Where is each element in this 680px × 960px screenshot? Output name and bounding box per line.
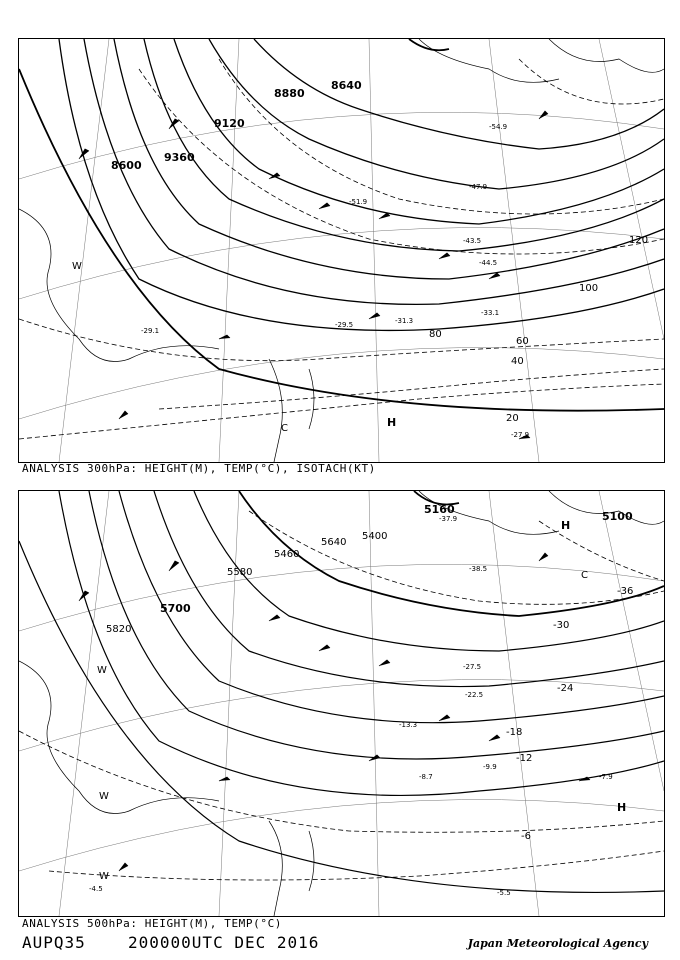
temp-label: -54.9	[489, 123, 508, 131]
agency-name: Japan Meteorological Agency	[467, 937, 648, 950]
high-pressure-marker: H	[617, 801, 627, 814]
isotherm-label: -30	[553, 620, 570, 631]
isotach-label: 20	[506, 413, 519, 424]
warm-marker: W	[97, 665, 107, 676]
temp-label: -38.5	[469, 565, 488, 573]
temp-label: -13.3	[399, 721, 418, 729]
height-label: 9120	[214, 117, 245, 130]
height-label: 5700	[160, 602, 191, 615]
warm-marker: W	[72, 261, 82, 272]
high-pressure-marker: H	[561, 519, 571, 532]
height-label: 9360	[164, 151, 195, 164]
temp-label: -29.1	[141, 327, 160, 335]
temp-label: -9.9	[483, 763, 497, 771]
isotach-label: 60	[516, 336, 529, 347]
cold-marker: C	[281, 423, 288, 434]
map-panel-300hpa	[18, 38, 665, 463]
temp-label: -44.5	[479, 259, 498, 267]
high-pressure-marker: H	[387, 416, 397, 429]
temp-label: -31.3	[395, 317, 414, 325]
caption-500hpa: ANALYSIS 500hPa: HEIGHT(M), TEMP(°C)	[22, 917, 283, 930]
isotherm-label: -12	[516, 753, 533, 764]
temp-label: -8.7	[419, 773, 433, 781]
isotach-label: 40	[511, 356, 524, 367]
temp-label: -7.9	[599, 773, 613, 781]
isotach-lines	[19, 59, 664, 439]
warm-marker: W	[99, 871, 109, 882]
temp-label: -22.5	[465, 691, 484, 699]
isotach-label: 80	[429, 329, 442, 340]
height-label: 5820	[106, 624, 132, 635]
isotherm-label: -24	[557, 683, 574, 694]
temp-label: -4.5	[89, 885, 103, 893]
isotach-label: 100	[579, 283, 599, 294]
height-label: 5100	[602, 510, 633, 523]
isotherm-label: -6	[521, 831, 531, 842]
isotach-label: 120	[629, 235, 649, 246]
temp-label: -5.5	[497, 889, 511, 897]
analysis-time: 200000UTC DEC 2016	[128, 933, 320, 952]
graticule	[19, 491, 664, 916]
isotherm-label: -36	[617, 586, 634, 597]
height-label: 5160	[424, 503, 455, 516]
map-300hpa-svg	[19, 39, 664, 462]
temp-label: -47.9	[469, 183, 488, 191]
cold-marker: C	[581, 570, 588, 581]
isotherm-label: -18	[506, 727, 523, 738]
temp-label: -51.9	[349, 198, 368, 206]
height-label: 5580	[227, 567, 253, 578]
map-panel-500hpa	[18, 490, 665, 917]
height-label: 5460	[274, 549, 300, 560]
caption-300hpa: ANALYSIS 300hPa: HEIGHT(M), TEMP(°C), ISOTACH(KT)	[22, 462, 376, 475]
height-contours	[19, 39, 664, 411]
temp-label: -43.5	[463, 237, 482, 245]
wind-barbs	[79, 553, 590, 871]
coastlines	[19, 491, 664, 916]
warm-marker: W	[99, 791, 109, 802]
temp-label: -33.1	[481, 309, 500, 317]
height-label: 8600	[111, 159, 142, 172]
temp-label: -37.9	[439, 515, 458, 523]
height-label: 5400	[362, 531, 388, 542]
map-500hpa-svg	[19, 491, 664, 916]
chart-code: AUPQ35	[22, 933, 86, 952]
contour-closed-low	[409, 39, 449, 50]
temp-label: -27.5	[463, 663, 482, 671]
height-label: 5640	[321, 537, 347, 548]
height-label: 8640	[331, 79, 362, 92]
isotherm-lines	[19, 511, 664, 880]
temp-label: -29.5	[335, 321, 354, 329]
height-label: 8880	[274, 87, 305, 100]
temp-label: -27.9	[511, 431, 530, 439]
